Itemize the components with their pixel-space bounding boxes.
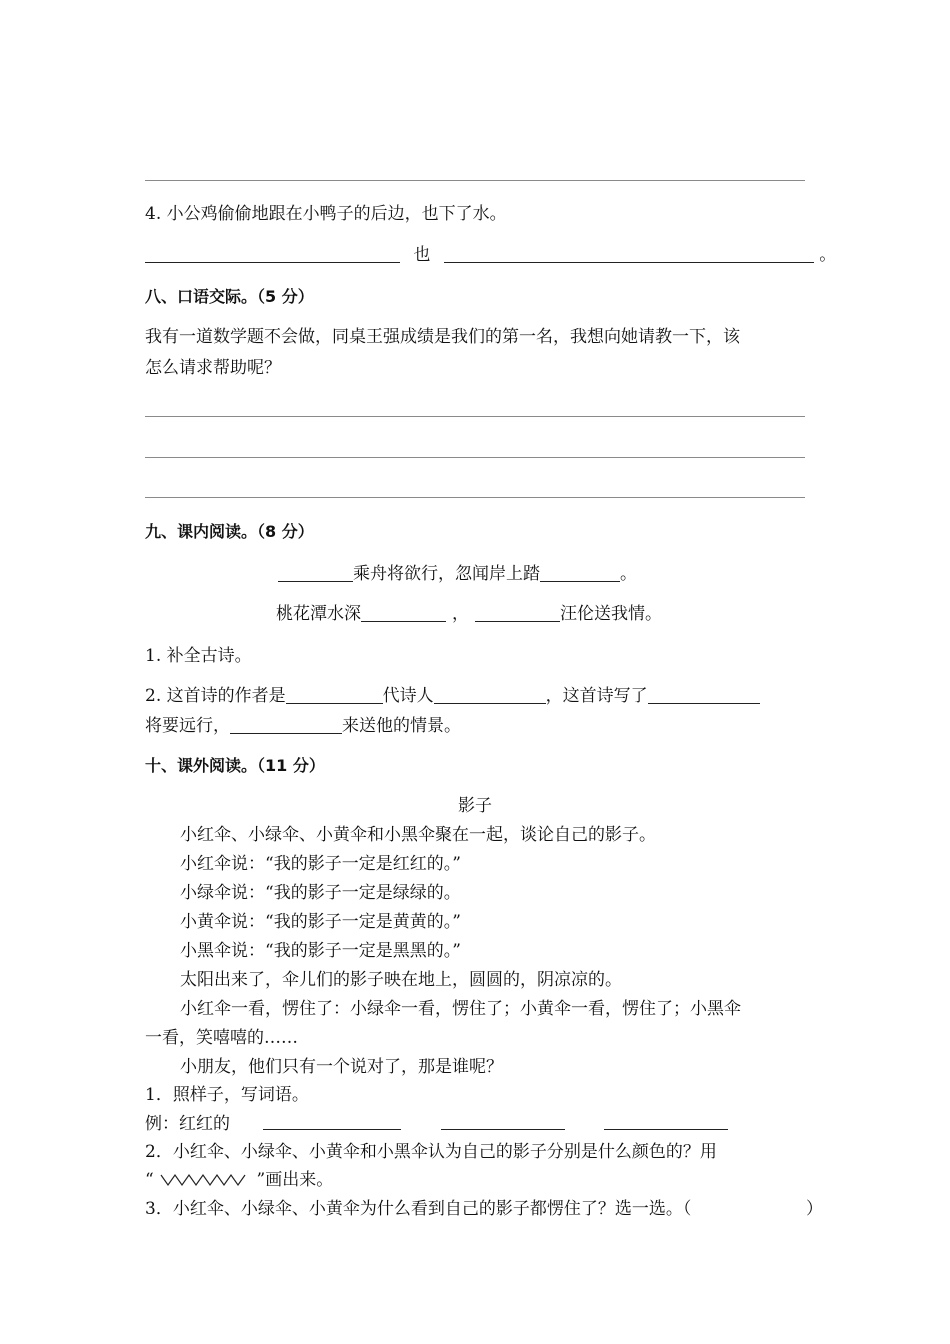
blank[interactable] [434,685,546,704]
passage-p4: 小黄伞说：“我的影子一定是黄黄的。” [180,912,461,932]
q-text: 来送他的情景。 [342,716,461,736]
blank[interactable] [444,244,814,263]
section-10-q3-close: ） [806,1199,823,1219]
answer-line[interactable] [145,497,805,498]
poem-text: 。 [620,564,637,584]
blank[interactable] [540,563,620,582]
fill-in-row [145,243,836,267]
passage-p7-line1: 小红伞一看，愣住了：小绿伞一看，愣住了；小黄伞一看，愣住了；小黑伞 [180,999,741,1019]
poem-text: 桃花潭水深 [276,604,361,624]
section-10-q1: 1．照样子，写词语。 [145,1085,309,1105]
q-text: 代诗人 [382,686,434,706]
blank[interactable] [286,685,383,704]
wavy-underline-icon [159,1171,251,1189]
blank[interactable] [278,563,353,582]
section-10-q2-line1: 2．小红伞、小绿伞、小黄伞和小黑伞认为自己的影子分别是什么颜色的？用 [145,1142,717,1162]
section-9-q2-line1 [145,684,760,708]
period: 。 [819,245,837,265]
blank[interactable] [441,1129,565,1130]
section-8-heading: 八、口语交际。（5 分） [145,287,314,306]
q-text: 2. 这首诗的作者是 [145,686,286,706]
blank[interactable] [361,603,446,622]
passage-p6: 太阳出来了，伞儿们的影子映在地上，圆圆的，阴凉凉的。 [180,970,622,990]
blank[interactable] [230,715,342,734]
passage-p8: 小朋友，他们只有一个说对了，那是谁呢？ [180,1057,503,1077]
passage-p3: 小绿伞说：“我的影子一定是绿绿的。 [180,883,461,903]
passage-p2: 小红伞说：“我的影子一定是红红的。” [180,854,461,874]
answer-line[interactable] [145,416,805,417]
blank[interactable] [145,244,400,263]
section-9-q2-line2 [145,714,461,738]
passage-title: 影子 [458,796,492,816]
question-4: 4. 小公鸡偷偷地跟在小鸭子的后边，也下了水。 [145,204,507,224]
q-text: ”画出来。 [256,1170,334,1190]
q-text: 将要远行， [145,716,230,736]
q-text: “ [145,1170,154,1190]
blank[interactable] [648,685,760,704]
section-10-q3: 3．小红伞、小绿伞、小黄伞为什么看到自己的影子都愣住了？选一选。（ [145,1199,692,1219]
passage-p7-line2: 一看，笑嘻嘻的…… [145,1028,298,1048]
section-10-heading: 十、课外阅读。（11 分） [145,756,325,775]
poem-line-2 [276,602,662,626]
section-10-q1-example: 例：红红的 [145,1114,230,1134]
blank[interactable] [475,603,560,622]
poem-text: 汪伦送我情。 [560,604,662,624]
section-9-heading: 九、课内阅读。（8 分） [145,522,314,541]
section-8-prompt-line2: 怎么请求帮助呢？ [145,358,281,378]
ye-char: 也 [413,245,431,265]
passage-p5: 小黑伞说：“我的影子一定是黑黑的。” [180,941,461,961]
answer-line[interactable] [145,457,805,458]
answer-line[interactable] [145,180,805,181]
poem-text: 乘舟将欲行，忽闻岸上踏 [353,564,540,584]
poem-text: ， [452,604,469,624]
blank[interactable] [263,1129,401,1130]
section-10-q2-line2 [145,1168,333,1192]
passage-p1: 小红伞、小绿伞、小黄伞和小黑伞聚在一起，谈论自己的影子。 [180,825,656,845]
section-8-prompt-line1: 我有一道数学题不会做，同桌王强成绩是我们的第一名，我想向她请教一下，该 [145,327,740,347]
blank[interactable] [604,1129,728,1130]
q-text: ，这首诗写了 [545,686,648,706]
poem-line-1 [278,562,637,586]
section-9-q1: 1. 补全古诗。 [145,646,252,666]
